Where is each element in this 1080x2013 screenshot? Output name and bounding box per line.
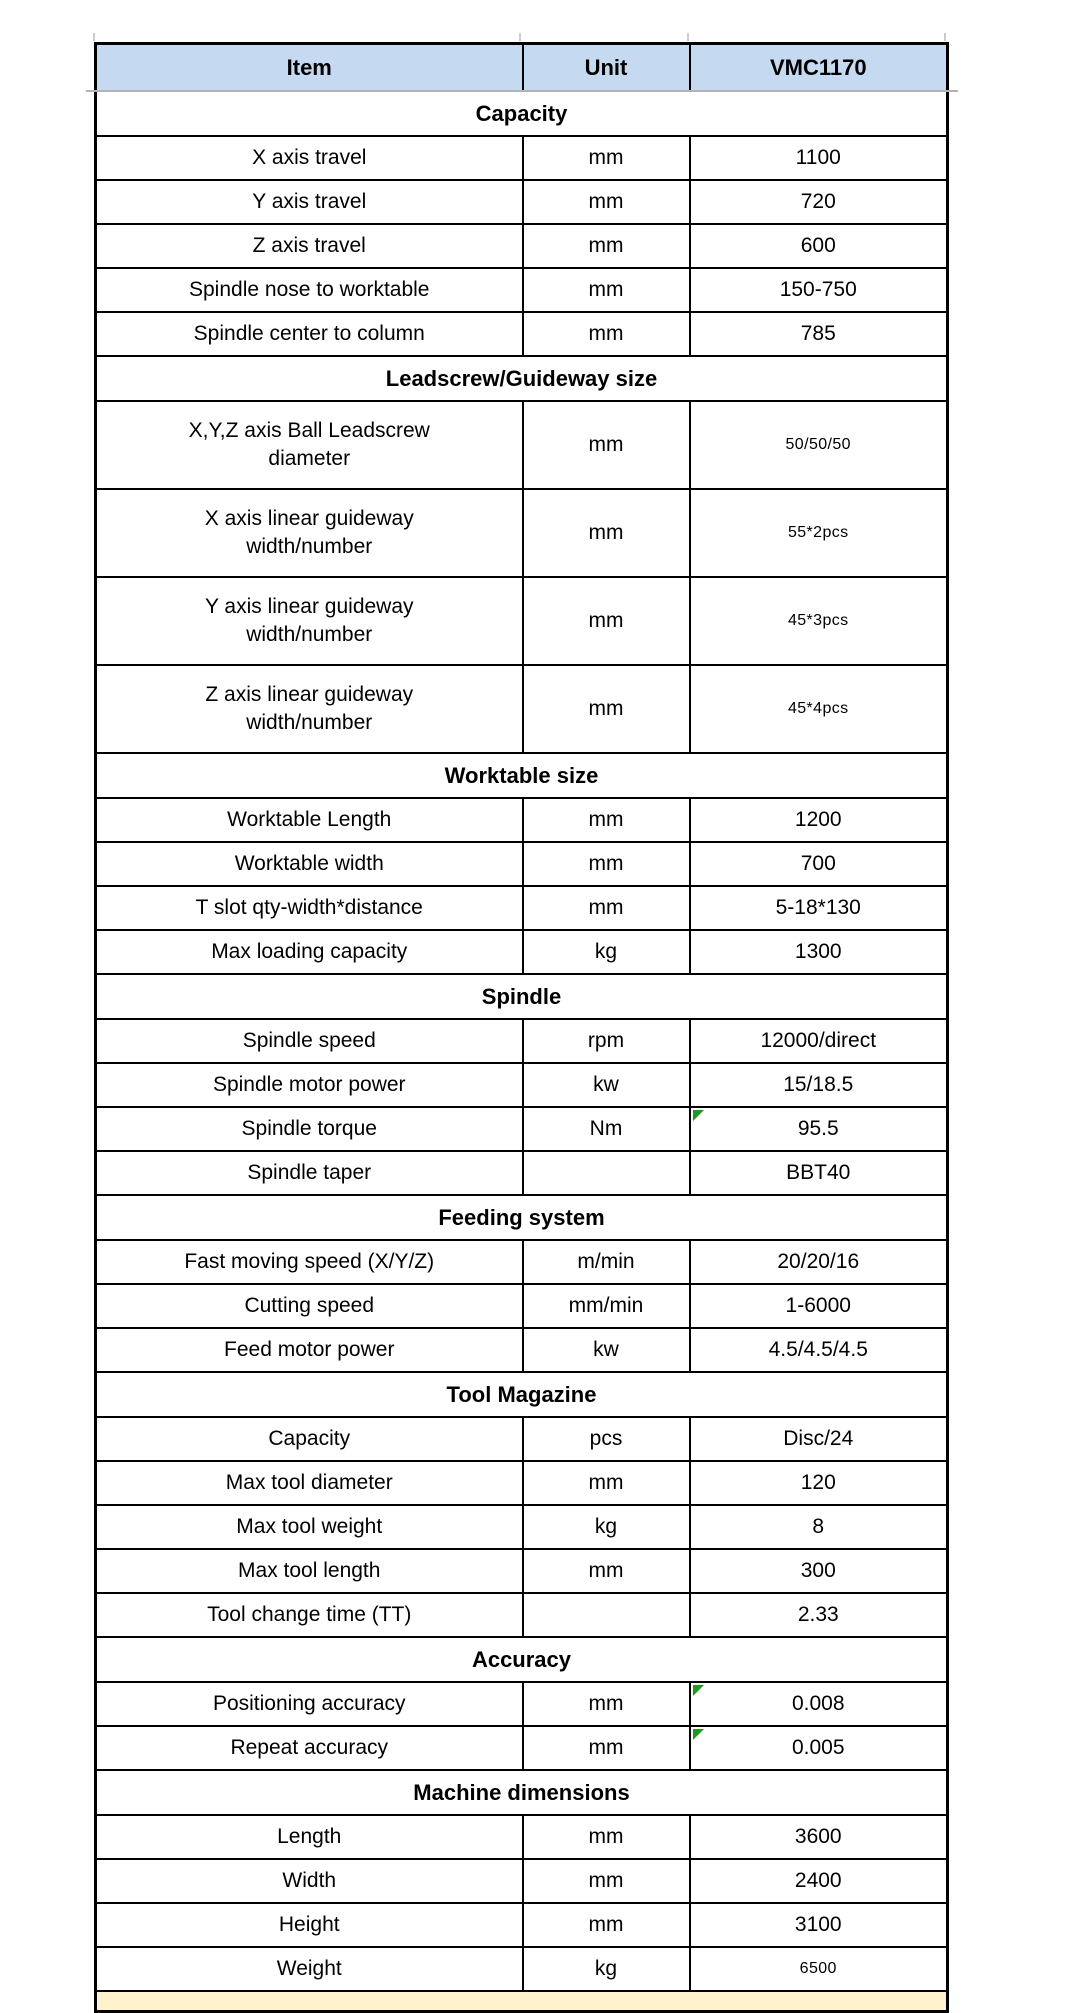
value-cell [690,798,948,842]
table-row [96,886,948,930]
section-header: Accuracy [96,1637,948,1682]
item-label: Worktable Length [227,808,392,832]
partial-row [96,1991,948,2012]
value-cell [690,842,948,886]
unit-cell: mm [523,1859,690,1903]
item-label: Y axis travel [252,190,367,214]
item-cell [96,224,523,268]
unit-cell: mm [523,665,690,753]
value-cell [690,1019,948,1063]
unit-cell: kw [523,1063,690,1107]
value-text: 3100 [794,1913,842,1936]
value-cell [690,312,948,356]
unit-cell: mm [523,180,690,224]
item-label: Z axis travel [252,234,366,258]
item-cell [96,180,523,224]
unit-cell: kg [523,1505,690,1549]
table-row [96,798,948,842]
value-cell [690,1682,948,1726]
value-text: 600 [800,234,836,257]
value-cell [690,1815,948,1859]
table-row [96,401,948,489]
section-row [96,91,948,136]
value-cell [690,886,948,930]
item-cell [96,136,523,180]
item-cell [96,1019,523,1063]
value-cell [690,1328,948,1372]
value-cell [690,1859,948,1903]
value-text: 8 [812,1515,825,1538]
item-label: Fast moving speed (X/Y/Z) [184,1250,435,1274]
unit-cell: mm [523,798,690,842]
unit-cell: mm [523,312,690,356]
item-label: Worktable width [234,852,384,876]
value-cell [690,1726,948,1770]
table-row [96,665,948,753]
item-label: Cutting speed [244,1294,375,1318]
section-header: Worktable size [96,753,948,798]
table-row [96,842,948,886]
value-cell [690,1107,948,1151]
item-cell [96,1063,523,1107]
item-label: Tool change time (TT) [207,1603,412,1627]
value-text: 3600 [794,1825,842,1848]
unit-cell: mm/min [523,1284,690,1328]
column-header-item: Item [96,44,523,92]
item-label: Z axis linear guideway width/number [205,683,414,734]
gridline-stub [687,33,689,41]
item-cell [96,1328,523,1372]
item-label: Feed motor power [224,1338,395,1362]
item-cell [96,1461,523,1505]
section-header: Machine dimensions [96,1770,948,1815]
item-label: Length [277,1825,342,1849]
section-header: Leadscrew/Guideway size [96,356,948,401]
section-header: Capacity [96,91,948,136]
value-text: 5-18*130 [775,896,861,919]
section-row [96,1372,948,1417]
section-header: Tool Magazine [96,1372,948,1417]
item-cell [96,312,523,356]
item-cell [96,886,523,930]
value-cell [690,1947,948,1991]
table-row [96,1461,948,1505]
table-row [96,1019,948,1063]
item-label: Repeat accuracy [230,1736,389,1760]
item-cell [96,1505,523,1549]
value-cell [690,1593,948,1637]
value-text: 2.33 [797,1603,839,1626]
item-label: Max tool diameter [225,1471,393,1495]
value-cell [690,1549,948,1593]
value-cell [690,1284,948,1328]
item-cell [96,1549,523,1593]
value-cell [690,401,948,489]
item-cell [96,930,523,974]
value-cell [690,930,948,974]
value-text: 6500 [799,1960,837,1977]
unit-cell: pcs [523,1417,690,1461]
item-label: Y axis linear guideway width/number [204,595,414,646]
value-text: Disc/24 [783,1427,854,1450]
value-text: 120 [800,1471,836,1494]
item-label: X axis linear guideway width/number [204,507,414,558]
item-cell [96,268,523,312]
table-row [96,1903,948,1947]
unit-cell: mm [523,1549,690,1593]
item-cell [96,489,523,577]
unit-cell: mm [523,1461,690,1505]
section-header: Spindle [96,974,948,1019]
table-row [96,1549,948,1593]
table-body [96,91,948,2012]
value-cell [690,224,948,268]
value-text: 720 [800,190,836,213]
unit-cell: mm [523,842,690,886]
item-label: Max loading capacity [211,940,408,964]
item-cell [96,798,523,842]
table-row [96,1240,948,1284]
item-label: Spindle torque [241,1117,377,1141]
item-cell [96,1107,523,1151]
unit-cell: mm [523,1726,690,1770]
item-label: Spindle center to column [193,322,425,346]
value-cell [690,1151,948,1195]
unit-cell: mm [523,1682,690,1726]
value-text: 45*4pcs [787,700,849,717]
item-cell [96,1593,523,1637]
section-row [96,356,948,401]
value-cell [690,1417,948,1461]
unit-cell: mm [523,1903,690,1947]
value-text: BBT40 [786,1161,851,1184]
table-row [96,489,948,577]
section-header: Feeding system [96,1195,948,1240]
item-label: Max tool weight [236,1515,383,1539]
item-label: Positioning accuracy [212,1692,406,1716]
unit-cell: mm [523,224,690,268]
item-label: Spindle motor power [212,1073,406,1097]
table-row [96,1284,948,1328]
item-label: Spindle speed [242,1029,376,1053]
table-row [96,224,948,268]
item-cell [96,1903,523,1947]
table-row [96,1859,948,1903]
section-row [96,753,948,798]
value-text: 1300 [794,940,842,963]
table-row [96,1815,948,1859]
item-label: T slot qty-width*distance [195,896,423,920]
partial-row-cell [96,1991,948,2012]
value-text: 300 [800,1559,836,1582]
table-row [96,136,948,180]
value-text: 1200 [794,808,842,831]
value-text: 0.008 [791,1692,845,1715]
value-text: 12000/direct [760,1029,877,1052]
unit-cell: mm [523,886,690,930]
value-text: 45*3pcs [787,612,849,629]
unit-cell [523,1593,690,1637]
item-cell [96,1726,523,1770]
table-row [96,1682,948,1726]
value-text: 55*2pcs [787,524,849,541]
comment-marker-icon [693,1729,704,1740]
value-cell [690,268,948,312]
unit-cell: m/min [523,1240,690,1284]
unit-cell: mm [523,136,690,180]
item-cell [96,577,523,665]
unit-cell: mm [523,577,690,665]
unit-cell: kg [523,1947,690,1991]
value-text: 50/50/50 [785,436,851,453]
table-row [96,930,948,974]
table-row [96,1505,948,1549]
value-cell [690,665,948,753]
gridline-stub [519,33,521,41]
value-text: 785 [800,322,836,345]
item-label: Width [282,1869,337,1893]
table-row [96,1947,948,1991]
value-cell [690,1505,948,1549]
value-cell [690,577,948,665]
value-text: 150-750 [779,278,857,301]
value-text: 20/20/16 [777,1250,860,1273]
machine-spec-table [94,42,949,2013]
item-cell [96,665,523,753]
gridline-stub [93,33,95,41]
item-cell [96,1240,523,1284]
unit-cell: mm [523,268,690,312]
unit-cell: kg [523,930,690,974]
item-label: X,Y,Z axis Ball Leadscrew diameter [188,419,430,470]
unit-cell: mm [523,489,690,577]
value-text: 1100 [795,146,841,169]
table-row [96,1063,948,1107]
item-cell [96,1284,523,1328]
unit-cell: Nm [523,1107,690,1151]
value-cell [690,180,948,224]
value-text: 0.005 [791,1736,845,1759]
item-label: Spindle nose to worktable [189,278,430,302]
item-cell [96,1947,523,1991]
item-label: Max tool length [238,1559,381,1583]
column-header-vmc1170: VMC1170 [690,44,948,92]
table-header [96,44,948,92]
item-cell [96,842,523,886]
table-row [96,1151,948,1195]
item-cell [96,1859,523,1903]
section-row [96,974,948,1019]
table-row [96,268,948,312]
item-label: Spindle taper [247,1161,372,1185]
value-cell [690,489,948,577]
unit-cell: rpm [523,1019,690,1063]
table-row [96,1107,948,1151]
table-row [96,1417,948,1461]
value-text: 95.5 [797,1117,839,1140]
value-text: 1-6000 [785,1294,851,1317]
table-row [96,312,948,356]
comment-marker-icon [693,1110,704,1121]
table-row [96,1593,948,1637]
item-cell [96,1815,523,1859]
table-row [96,577,948,665]
value-cell [690,136,948,180]
value-text: 15/18.5 [783,1073,854,1096]
unit-cell: kw [523,1328,690,1372]
value-cell [690,1063,948,1107]
value-text: 700 [800,852,836,875]
gridline-stub [944,33,946,41]
table-row [96,1726,948,1770]
item-cell [96,1682,523,1726]
unit-cell [523,1151,690,1195]
unit-cell: mm [523,401,690,489]
header-divider-line [86,90,958,92]
item-label: Weight [276,1957,342,1981]
value-cell [690,1903,948,1947]
unit-cell: mm [523,1815,690,1859]
table-row [96,1328,948,1372]
table-row [96,180,948,224]
header-row [96,44,948,92]
item-cell [96,1151,523,1195]
value-cell [690,1461,948,1505]
item-label: X axis travel [252,146,367,170]
item-label: Height [278,1913,340,1937]
value-text: 4.5/4.5/4.5 [768,1338,868,1361]
section-row [96,1770,948,1815]
value-text: 2400 [794,1869,842,1892]
item-cell [96,1417,523,1461]
value-cell [690,1240,948,1284]
section-row [96,1637,948,1682]
column-header-unit: Unit [523,44,690,92]
item-label: Capacity [268,1427,351,1451]
item-cell [96,401,523,489]
section-row [96,1195,948,1240]
comment-marker-icon [693,1685,704,1696]
